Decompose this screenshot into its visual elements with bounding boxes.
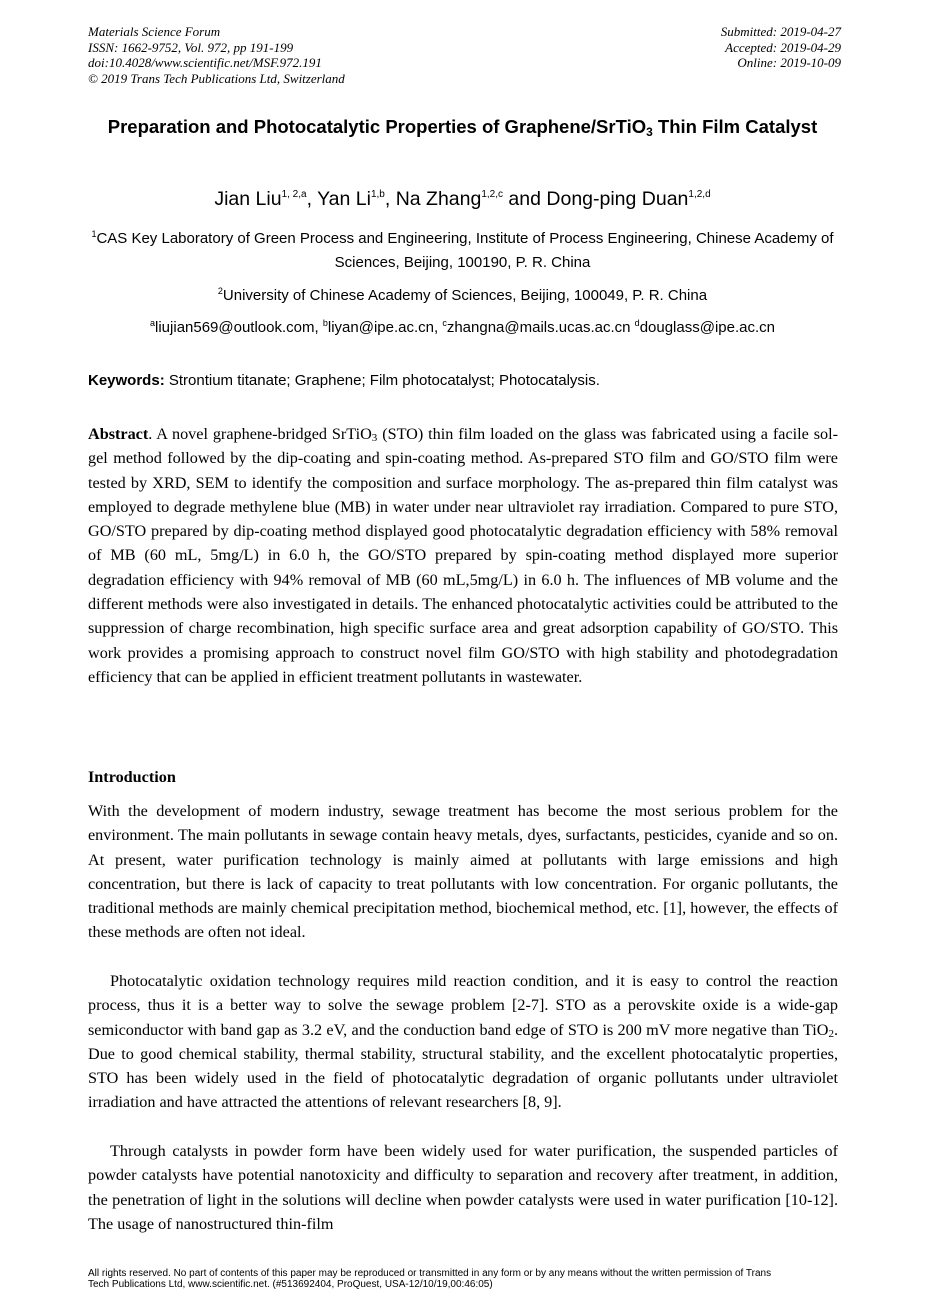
abstract [88,422,838,689]
affiliation-mark: 1 [91,229,97,239]
email-mark: b [322,318,328,328]
abstract-label: Abstract [88,425,149,443]
intro-paragraph-3: Through catalysts in powder form have been widely used for water purification, the suspended particles of powder catalysts have potential nanotoxicity and difficulty to separation and recovery after treatment, in addition, the penetration of light in the solutions will decline when powder catalysts were used in water purification [10-12]. The usage of nanostructured thin-film [88,1142,838,1233]
doi[interactable]: doi:10.4028/www.scientific.net/MSF.972.191 [88,55,322,70]
affiliation-1 [84,227,841,275]
paragraph-text-cont: . Due to good chemical stability, thermal stability, structural stability, and the excellent photocatalytic properties, STO has been widely used in the field of photocatalytic degradation of organic pollutants under ultraviolet irradiation and have attracted the attentions of relevant researchers [8, 9]. [88,1020,838,1112]
author-affiliation-mark: 1,2,c [481,189,504,200]
affiliation-2 [84,284,841,308]
keywords [88,371,600,391]
submitted-date: Submitted: 2019-04-27 [720,24,841,39]
email-mark: c [442,318,447,328]
author-name: Na Zhang [395,188,482,210]
copyright: © 2019 Trans Tech Publications Ltd, Switzerland [88,70,345,86]
author-affiliation-mark: 1, 2,a [281,189,307,200]
author-separator: and [503,188,547,210]
email-link[interactable]: zhangna@mails.ucas.ac.cn [446,319,631,336]
title-text-end: Thin Film Catalyst [652,116,818,137]
author-list [80,186,845,212]
publication-dates [721,24,841,71]
keywords-text: Strontium titanate; Graphene; Film photocatalyst; Photocatalysis. [164,372,600,389]
intro-paragraph-1: With the development of modern industry, sewage treatment has become the most serious problem for the environment. The main pollutants in sewage contain heavy metals, dyes, surfactants, pesticides, cyanide and so on. At present, water purification technology is mainly aimed at pollutants with large emissions and high concentration, but there is lack of capacity to treat pollutants with low concentration. For organic pollutants, the traditional methods are mainly chemical precipitation method, biochemical method, etc. [1], however, the effects of these methods are often not ideal. [88,802,838,942]
email-separator: , [434,319,443,336]
accepted-date: Accepted: 2019-04-29 [725,39,841,55]
paragraph-subscript: 2 [828,1027,834,1040]
title-text: Preparation and Photocatalytic Properties of Graphene/SrTiO [107,116,647,137]
paragraph-text: Photocatalytic oxidation technology requires mild reaction condition, and it is easy to control the reaction process, thus it is a better way to solve the sewage problem [2-7]. STO as a perovskite oxide is a wide-gap semiconductor with band gap as 3.2 eV, and the conduction band edge of STO is 200 mV more negative than TiO [88,972,838,1039]
abstract-text: . A novel graphene-bridged SrTiO [148,425,372,443]
affiliation-mark: 2 [217,286,223,296]
email-link[interactable]: douglass@ipe.ac.cn [639,319,775,336]
email-separator: , [314,319,323,336]
keywords-label: Keywords: [88,372,165,389]
author-name: Dong-ping Duan [546,188,689,210]
author-name: Jian Liu [214,188,282,210]
section-heading-introduction: Introduction [88,768,176,786]
issn-volume: ISSN: 1662-9752, Vol. 972, pp 191-199 [88,39,294,55]
author-affiliation-mark: 1,2,d [688,189,711,200]
author-affiliation-mark: 1,b [370,189,385,200]
rights-footer [88,1268,848,1290]
author-emails [84,317,841,339]
email-mark: a [150,318,156,328]
email-link[interactable]: liyan@ipe.ac.cn [327,319,434,336]
footer-line-2: Tech Publications Ltd, www.scientific.net. (#513692404, ProQuest, USA-12/10/19,00:46:05) [88,1279,493,1290]
author-separator: , [384,188,396,210]
author-separator: , [306,188,318,210]
journal-info [88,24,345,86]
author-name: Yan Li [317,188,371,210]
affiliation-text: University of Chinese Academy of Sciences, Beijing, 100049, P. R. China [222,287,708,304]
title-subscript: 3 [646,125,653,139]
abstract-subscript: 3 [371,432,378,444]
affiliation-text: CAS Key Laboratory of Green Process and Engineering, Institute of Process Engineering, Chinese Academy of Sciences, Beijing, 100190, P. R. China [96,230,834,271]
paper-title [80,113,845,140]
email-mark: d [634,318,640,328]
journal-name: Materials Science Forum [88,24,221,39]
footer-line-1: All rights reserved. No part of contents of this paper may be reproduced or transmitted in any form or by any means without the written permission of Trans [88,1268,772,1279]
online-date: Online: 2019-10-09 [737,55,841,70]
email-link[interactable]: liujian569@outlook.com [155,319,315,336]
intro-paragraph-2 [88,969,838,1115]
abstract-text-cont: (STO) thin film loaded on the glass was fabricated using a facile sol-gel method followed by the dip-coating and spin-coating method. As-prepared STO film and GO/STO film were tested by XRD, SEM to identify the composition and surface morphology. The as-prepared thin film catalyst was employed to degrade methylene blue (MB) in water under near ultraviolet ray irradiation. Compared to pure STO, GO/STO prepared by dip-coating method displayed good photocatalytic degradation efficiency with 58% removal of MB (60 mL, 5mg/L) in 6.0 h, the GO/STO prepared by spin-coating method displayed more superior degradation efficiency with 94% removal of MB (60 mL,5mg/L) in 6.0 h. The influences of MB volume and the different methods were also investigated in details. The enhanced photocatalytic activities could be attributed to the suppression of charge recombination, high specific surface area and great adsorption capability of GO/STO. This work provides a promising approach to construct novel film GO/STO with high stability and photodegradation efficiency that can be applied in efficient treatment pollutants in wastewater. [88,425,838,686]
